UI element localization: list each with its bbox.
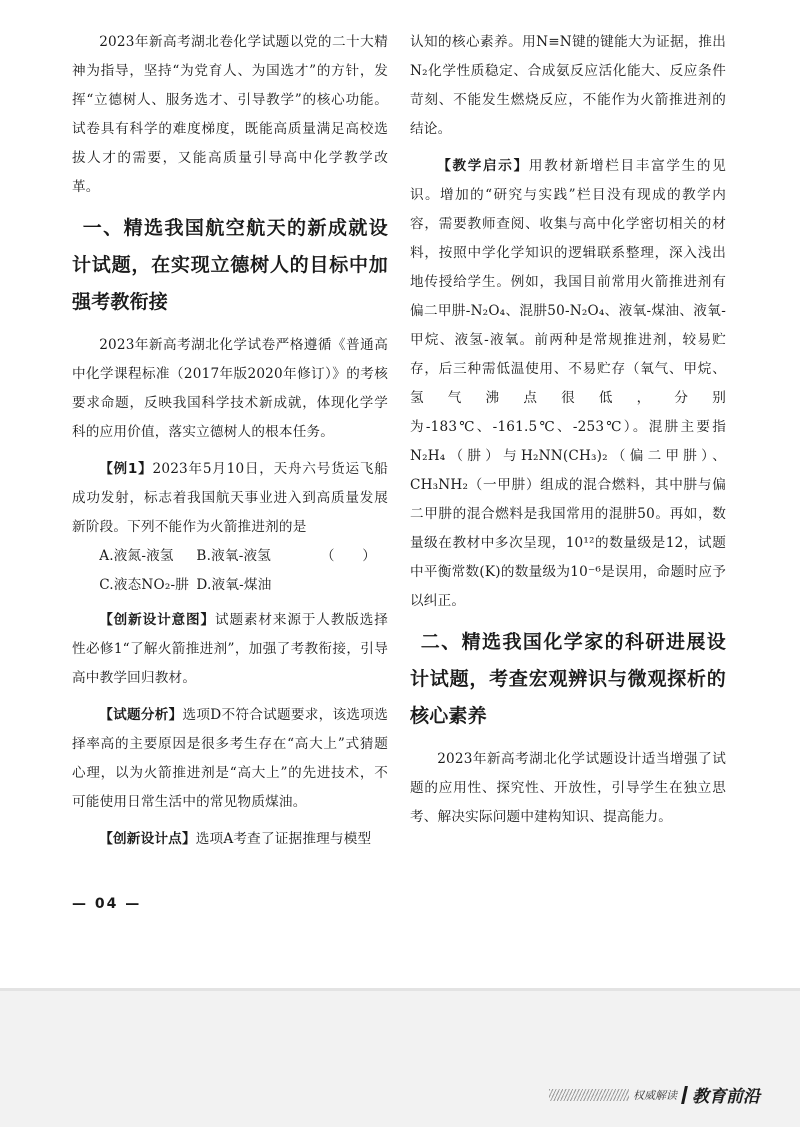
design-point-text: 选项A考查了证据推理与模型 <box>195 831 372 847</box>
option-a: A.液氮-液氢 <box>99 548 174 564</box>
answer-options <box>72 542 294 600</box>
section-heading-2-text: 二、精选我国化学家的科研进展设计试题，考查宏观辨识与微观探析的核心素养 <box>410 631 726 727</box>
band-divider <box>0 988 800 991</box>
design-intent-tag: 【创新设计意图】 <box>99 612 215 628</box>
teaching-insight-tag: 【教学启示】 <box>437 158 529 174</box>
question-analysis-text: 选项D不符合试题要求，该选项选择率高的主要原因是很多考生存在“高大上”式猜题心理，以为火箭推进剂是“高大上”的先进技术，不可能使用日常生活中的常见物质煤油。 <box>72 707 388 810</box>
hatch-decoration-icon <box>549 1089 629 1101</box>
section-heading-1-text: 一、精选我国航空航天的新成就设计试题，在实现立德树人的目标中加强考教衔接 <box>72 217 388 313</box>
example-tag: 【例1】 <box>99 461 153 477</box>
right-column <box>410 28 726 840</box>
section-heading-1 <box>72 210 388 321</box>
left-column <box>72 28 388 854</box>
answer-bracket: （ ） <box>320 548 376 564</box>
option-d: D.液氧-煤油 <box>196 577 272 593</box>
design-intent-text: 试题素材来源于人教版选择性必修1“了解火箭推进剂”，加强了考教衔接，引导高中教学回归教材。 <box>72 612 388 686</box>
intro-paragraph: 2023年新高考湖北卷化学试题以党的二十大精神为指导，坚持“为党育人、为国选才”的方针，发挥“立德树人、服务选才、引导教学”的核心功能。试卷具有科学的难度梯度，既能高质量满足高校选拔人才的需要，又能高质量引导高中化学教学改革。 <box>72 34 388 195</box>
example-text: 2023年5月10日，天舟六号货运飞船成功发射，标志着我国航天事业进入到高质量发展新阶段。下列不能作为火箭推进剂的是 <box>72 461 388 535</box>
divider-bar-icon <box>681 1086 688 1104</box>
question-analysis-tag: 【试题分析】 <box>99 707 183 723</box>
footer-subtitle: 权威解读 <box>633 1088 677 1102</box>
page-number: — 04 — <box>72 896 142 912</box>
design-intent <box>72 606 388 693</box>
design-point-tag: 【创新设计点】 <box>99 831 196 847</box>
footer-brand <box>549 1082 760 1107</box>
teaching-insight-text: 用教材新增栏目丰富学生的见识。增加的“研究与实践”栏目没有现成的教学内容，需要教师查阅、收集与高中化学密切相关的材料，按照中学化学知识的逻辑联系整理，深入浅出地传授给学生。例如，我国目前常用火箭推进剂有偏二甲肼-N₂O₄、混肼50-N₂O₄、液氧-煤油、液氧-甲烷、液氢-液氧。前两种是常规推进剂，较易贮存，后三种需低温使用、不易贮存（氧气、甲烷、氢气沸点很低，分别为-183℃、-161.5℃、-253℃）。混肼主要指N₂H₄（肼）与H₂NN(CH₃)₂（偏二甲肼）、CH₃NH₂（一甲肼）组成的混合燃料，其中肼与偏二甲肼的混合燃料是我国常用的混肼50。再如，数量级在教材中多次呈现，10¹²的数量级是12，试题中平衡常数(K)的数量级为10⁻⁶是误用，命题时应予以纠正。 <box>410 158 726 609</box>
teaching-insight <box>410 152 726 616</box>
design-point <box>72 825 388 854</box>
question-analysis <box>72 701 388 817</box>
section-1-paragraph: 2023年新高考湖北化学试卷严格遵循《普通高中化学课程标准（2017年版2020年修订）》的考核要求命题，反映我国科学技术新成就，体现化学学科的应用价值，落实立德树人的根本任务。 <box>72 337 388 440</box>
footer-title: 教育前沿 <box>692 1087 760 1107</box>
option-b: B.液氧-液氢 <box>196 548 272 564</box>
continued-paragraph: 认知的核心素养。用N≡N键的键能大为证据，推出N₂化学性质稳定、合成氨反应活化能大、反应条件苛刻、不能发生燃烧反应，不能作为火箭推进剂的结论。 <box>410 34 726 137</box>
section-2-paragraph: 2023年新高考湖北化学试题设计适当增强了试题的应用性、探究性、开放性，引导学生在独立思考、解决实际问题中建构知识、提高能力。 <box>410 751 726 825</box>
option-c: C.液态NO₂-肼 <box>99 577 190 593</box>
section-heading-2 <box>410 624 726 735</box>
